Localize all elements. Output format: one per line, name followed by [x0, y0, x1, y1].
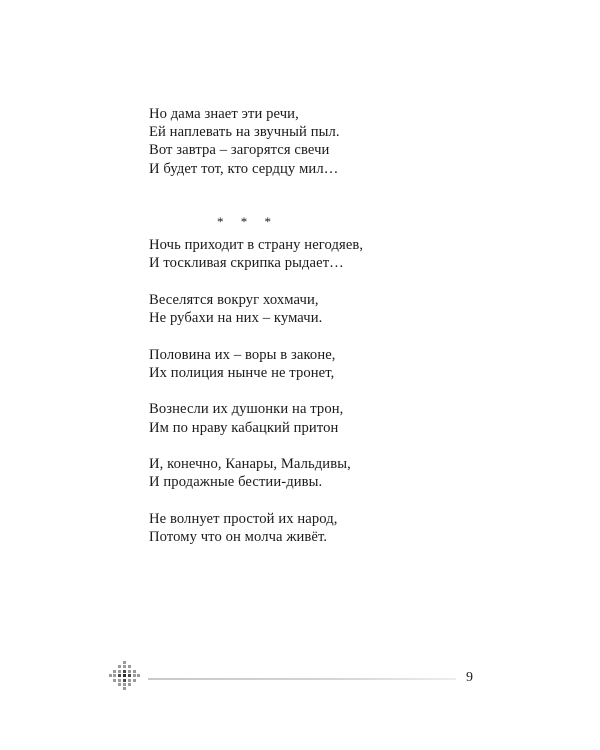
- stanza: [149, 510, 363, 546]
- poem-line: Вознесли их душонки на трон,: [149, 401, 344, 418]
- poem-line: Им по нраву кабацкий притон: [149, 419, 339, 436]
- poem-line: И, конечно, Канары, Мальдивы,: [149, 456, 351, 473]
- stanza: [149, 105, 340, 178]
- stanza: [149, 291, 363, 327]
- poem-line: Потому что он молча живёт.: [149, 529, 328, 546]
- footer-divider: [148, 678, 456, 680]
- poem-line: Не рубахи на них – кумачи.: [149, 310, 323, 326]
- poem-line: Веселятся вокруг хохмачи,: [149, 291, 319, 308]
- stanza: [149, 455, 363, 491]
- poem-line: И продажные бестии-дивы.: [149, 474, 323, 491]
- dotted-square-ornament-icon: [109, 660, 141, 690]
- poem-line: Но дама знает эти речи,: [149, 106, 299, 122]
- poem-fragment: [149, 105, 340, 178]
- poem-line: И будет тот, кто сердцу мил…: [149, 160, 339, 177]
- poem: [149, 236, 363, 546]
- poem-line: Не волнует простой их народ,: [149, 510, 338, 527]
- poem-line: Их полиция нынче не тронет,: [149, 364, 335, 381]
- poem-line: Ночь приходит в страну негодяев,: [149, 237, 364, 253]
- page-number: 9: [466, 670, 473, 685]
- poem-line: Ей наплевать на звучный пыл.: [149, 124, 340, 141]
- stanza: [149, 400, 363, 436]
- poem-line: И тоскливая скрипка рыдает…: [149, 255, 344, 272]
- poem-line: Вот завтра – загорятся свечи: [149, 142, 330, 159]
- section-separator: * * *: [217, 214, 278, 229]
- stanza: [149, 346, 363, 382]
- poem-line: Половина их – воры в законе,: [149, 346, 336, 363]
- stanza: [149, 236, 363, 272]
